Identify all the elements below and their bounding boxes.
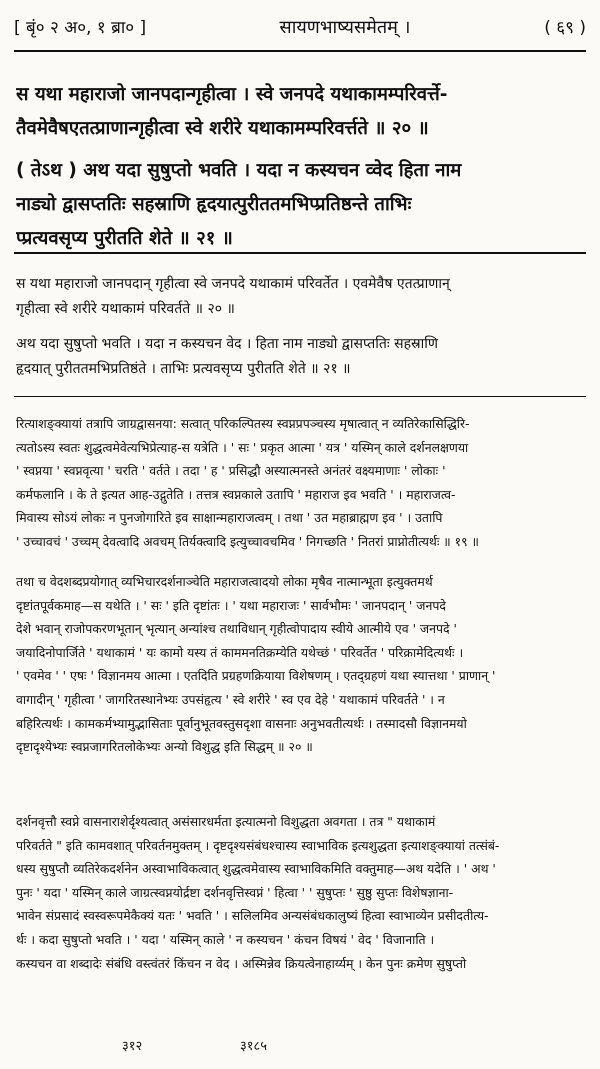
verse-line: स यथा महाराजो जानपदान्गृहीत्वा । स्वे जनपदे यथाकामम्परिवर्त्ते- bbox=[16, 84, 448, 105]
commentary-line: र्थः । कदा सुषुप्तो भवति । ' यदा ' यस्मिन् काले ' न कस्यचन ' कंचन विषयं ' वेद ' विजानाति । bbox=[16, 931, 435, 947]
footer-sheet-number: ३१२ bbox=[122, 1039, 143, 1054]
commentary-line: दर्शनवृत्तौ स्वप्ने वासनाराशेर्दृश्यत्वात् असंसारधर्मता इत्यात्मनो विशुद्धता अवगता । तत्र " यथाकामं bbox=[16, 814, 436, 829]
commentary-line: ' उच्चावचं ' उच्चम् देवत्वादि अवचम् तिर्यक्त्वादि इत्युच्चावचमिव ' निगच्छति ' नितरां प्राप्नोतीत्यर्थः ॥ १९ ॥ bbox=[16, 533, 479, 549]
mantra-line: स यथा महाराजो जानपदान् गृहीत्वा स्वे जनपदे यथाकामं परिवर्तेत । एवमेवैष एतत्प्राणान् bbox=[16, 276, 450, 292]
mantra-line: गृहीत्वा स्वे शरीरे यथाकामं परिवर्तते ॥ २० ॥ bbox=[16, 301, 235, 317]
verse-line: ( तेऽथ ) अथ यदा सुषुप्तो भवति । यदा न कस्यचन व्वेद हिता नाम bbox=[16, 160, 462, 181]
commentary-line: परिवर्तते " इति कामवशात् परिवर्तनमुक्तम् । दृष्टदृश्यसंबंधश्चास्य स्वाभाविक इत्यशुद्धता इत्याशङ्क्यायां तत्संबं- bbox=[16, 837, 500, 853]
commentary-line: बहिरित्यर्थः । कामकर्मभ्यामुद्भासिताः पूर्वानुभूतवस्तुसदृशा वासनाः अनुभवतीत्यर्थः । तस्मादसौ विज्ञानमयो bbox=[16, 715, 467, 731]
mantra-line: हृदयात् पुरीततमभिप्रतिष्ठंते । ताभिः प्रत्यवसृप्य पुरीतति शेते ॥ २१ ॥ bbox=[16, 361, 351, 377]
header-rule bbox=[14, 50, 586, 52]
commentary-line: मिवास्य सोऽयं लोकः न पुनजोगारिते इव साक्षान्महाराजत्वम् । तथा ' उत महाब्राह्मण इव ' । उतापि bbox=[16, 510, 443, 526]
page-header bbox=[14, 8, 586, 48]
verse-line: तैवमेवैषएतत्प्राणान्गृहीत्वा स्वे शरीरे यथाकामम्परिवर्त्तते ॥ २० ॥ bbox=[16, 118, 429, 139]
mantra-rule bbox=[14, 396, 586, 397]
page-number: ( ६९ ) bbox=[544, 17, 586, 38]
chapter-reference: [ बृं० २ अ०, १ ब्रा० ] bbox=[14, 17, 147, 38]
running-title: सायणभाष्यसमेतम् । bbox=[279, 17, 411, 38]
commentary-line: पुनः ' यदा ' यस्मिन् काले जाग्रत्स्वप्नयोर्द्रष्टा दर्शनवृत्तिस्वप्नं ' हित्वा ' ' सुषुप्तः ' सुष्ठु सुप्तः विशेषज्ञाना- bbox=[16, 884, 454, 900]
commentary-line: तथा च वेदशब्दप्रयोगात् व्यभिचारदर्शनाञ्चेति महाराजत्वादयो लोका मृषैव नात्मान्भूता इत्युक्तमर्थ bbox=[16, 574, 433, 589]
commentary-line: दृष्टांतपूर्वकमाह—स यथेति । ' सः ' इति दृष्टांतः । ' यथा महाराजः ' सार्वभौमः ' जानपदान् ' जनपदे bbox=[16, 597, 446, 613]
footer-page-number: ३१८५ bbox=[240, 1039, 268, 1054]
commentary-paragraph-1 bbox=[16, 412, 582, 554]
commentary-line: जयादिनोपार्जिते ' यथाकामं ' यः कामो यस्य तं काममनतिक्रम्येति यथेच्छं ' परिवर्तेत ' परिक्रामेदित्यर्थः । bbox=[16, 644, 464, 660]
page-footer bbox=[14, 1036, 586, 1060]
commentary-paragraph-3 bbox=[16, 810, 582, 975]
commentary-line: धस्य सुषुप्तौ व्यतिरेकदर्शनेन अस्वाभाविकत्वात् शुद्धत्वमेवास्य स्वाभाविकमिति वक्तुमाह—अथ यदेति । ' अथ ' bbox=[16, 861, 496, 877]
verse-rule bbox=[14, 252, 586, 254]
commentary-line: भावेन संप्रसादं स्वस्वरूपमेकैक्यं यतः ' भवति ' । सलिलमिव अन्यसंबंधकालुष्यं हित्वा स्वाभाव्येन प्रसीदतीत्य- bbox=[16, 908, 489, 924]
commentary-line: दृष्टादृश्येभ्यः स्वप्नजागरितलोकेभ्यः अन्यो विशुद्ध इति सिद्धम् ॥ २० ॥ bbox=[16, 739, 313, 755]
commentary-line: वागादीन् ' गृहीत्वा ' जागरितस्थानेभ्यः उपसंहृत्य ' स्वे शरीरे ' स्व एव देहे ' यथाकामं परिवर्तते ' । न bbox=[16, 691, 445, 707]
verse-line: नाड्यो द्वासप्ततिः सहस्राणि हृदयात्पुरीततमभिप्प्रतिष्ठन्ते ताभिः bbox=[16, 194, 412, 215]
verse-line: प्प्रत्यवसृप्य पुरीतति शेते ॥ २१ ॥ bbox=[16, 228, 233, 249]
mantra-block bbox=[16, 272, 582, 382]
book-page bbox=[14, 8, 586, 1060]
commentary-line: ' स्वप्नया ' स्वप्नवृत्या ' चरति ' वर्तते । तदा ' ह ' प्रसिद्धौ अस्यात्मनस्ते अनंतरं वक्ष्यमाणाः ' लोकाः ' bbox=[16, 463, 446, 479]
commentary-paragraph-2 bbox=[16, 570, 582, 759]
commentary-line: देशे भवान् राजोपकरणभूतान् भृत्यान् अन्यांश्च तथाविधान् गृहीत्वोपादाय स्वीये आत्मीये एव ' जनपदे ' bbox=[16, 621, 457, 637]
commentary-line: त्यतोऽस्य स्वतः शुद्धत्वमेवेत्यभिप्रेत्याह-स यत्रेति । ' सः ' प्रकृत आत्मा ' यत्र ' यस्मिन् काले दर्शनलक्षणया bbox=[16, 439, 469, 455]
commentary-line: ' एवमेव ' ' एषः ' विज्ञानमय आत्मा । एतदिति प्रग्रहणक्रियाया विशेषणम् । एतद्ग्रहणं यथा स्यात्तथा ' प्राणान् ' bbox=[16, 668, 496, 684]
commentary-line: रित्याशङ्क्यायां तत्रापि जाग्रद्वासनया: सत्वात् परिकल्पितस्य स्वप्नप्रपञ्चस्य मृषात्वात् न व्यतिरेकासिद्धिरि- bbox=[16, 416, 470, 431]
mantra-line: अथ यदा सुषुप्तो भवति । यदा न कस्यचन वेद । हिता नाम नाड्यो द्वासप्ततिः सहस्राणि bbox=[16, 336, 439, 352]
verse-block bbox=[16, 78, 582, 256]
commentary-line: कर्मफलानि । के ते इत्यत आह-उद्गुतेति । तत्तत्र स्वप्नकाले उतापि ' महाराज इव भवति ' । महाराजत्व- bbox=[16, 486, 456, 502]
commentary-line: कस्यचन वा शब्दादेः संबंधि वस्त्वंतरं किंचन न वेद । अस्मिन्नेव क्रियत्वेनाहार्य्यम् । केन पुनः क्रमेण सुषुप्तो bbox=[16, 955, 467, 971]
